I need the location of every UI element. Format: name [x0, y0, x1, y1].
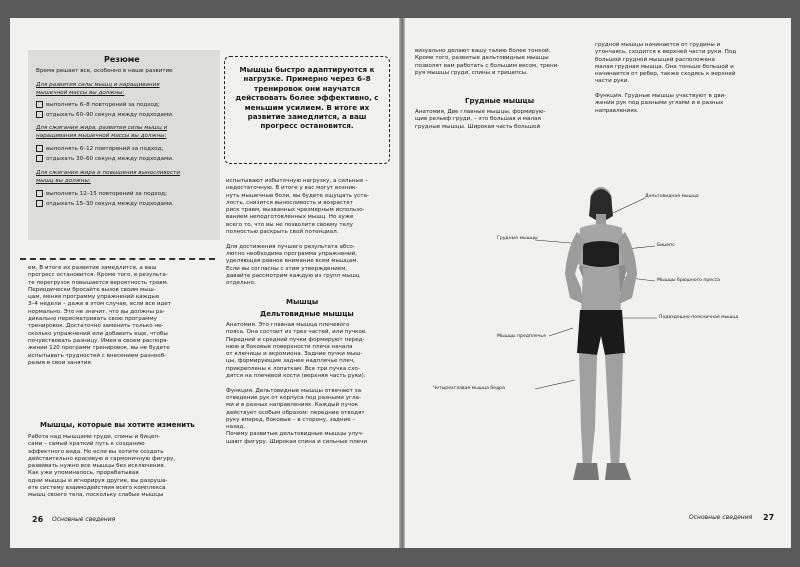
- checkbox-icon: [36, 190, 43, 197]
- summary-line: Для развития силы мышц и наращивания: [36, 82, 160, 88]
- page-number-left: 26: [32, 515, 44, 524]
- summary-line: наращивания мышечной массы вы должны:: [36, 133, 167, 139]
- heading-muscles: Мышцы: [286, 298, 319, 306]
- label-deltoid: Дельтовидная мышца: [645, 194, 699, 199]
- woman-figure: [565, 187, 637, 480]
- summary-checkbox-line: отдыхать 30–60 секунд между подходами.: [36, 155, 174, 163]
- summary-checkbox-line: выполнять 6–12 повторений за подход;: [36, 145, 163, 153]
- checkbox-icon: [36, 155, 43, 162]
- callout-box: Мышцы быстро адаптируются к нагрузке. Примерно через 6–8 тренировок они научатся действовать более эффективно, с меньшим усилием. В итоге их развитие замедлится, а ваш прогресс остановится.: [224, 56, 390, 164]
- right-page-col-a: визуально делают вашу талию более тонкой. Кроме того, развитые дельтовидные мышцы позволят вам работать с большим весом, трени- руя мышцы груди, спины и трицепсы.: [415, 48, 560, 76]
- summary-line: мышц вы должны:: [36, 178, 91, 184]
- checkbox-icon: [36, 145, 43, 152]
- left-column-text: ем. В итоге их развитие замедлится, а ваш прогресс остановится. Кроме того, в результа- те перегрузок повышается вероятность травм. Периодически бросайте вызов своим мыш- цам, меняя программу упражнений каждые 3–4 недели – даже в этом случае, если все идет нормально. Это не значит, что вы должны ра- дикально пересматривать свою программу тренировок. Достаточно заменить только не- сколько упражнений или добавить еще, чтобы почувствовать разницу. Имея в своем распоря- жении 120 программ тренировок, вы не будете испытывать трудностей с внесением разнооб- разия в свои занятия.: [28, 265, 172, 366]
- footer-right: Основные сведения: [689, 514, 753, 521]
- summary-line: Для сжигания жира и повышения выносливости: [36, 170, 181, 176]
- summary-title: Резюме: [104, 55, 140, 64]
- summary-checkbox-line: выполнять 6–8 повторений за подход;: [36, 101, 160, 109]
- summary-checkbox-line: отдыхать 15–30 секунд между подходами.: [36, 200, 174, 208]
- right-page-col-b: грудной мышцы начинается от грудины и утончаясь, сходится к верхней части руки. Под большой грудной мышцей расположена малая грудная мышца. Она тоньше большой и начинается от ребер, также сходясь к верхней части руки. Функция. Грудные мышцы участвуют в дви- жении рук под разными углами и в разных направлениях.: [595, 42, 737, 114]
- right-column-text-2: Анатомия. Это главная мышца плечевого пояса. Она состоит из трех частей, или пучков. Передний и средний пучки формируют перед- нюю и боковые поверхности плеча начала от ключицы и акромиона. Задние пучки мыш- цы, формирующие заднее надплечье плеч, прикреплены к лопаткам. Все три пучка схо- дятся на плечевой кости (верхняя часть руки). Функция. Дельтовидные мышцы отвечают за отведение рук от корпуса под разными угла- ми и в разных направлениях. Каждый пучок действует особым образом: передние отводят руку вперед, боковые – в сторону, задние – назад. Почему развитые дельтовидные мышцы улуч- шают фигуру. Широкая спина и сильные плечи: [226, 322, 368, 445]
- left-column-text-2: Работа над мышцами груди, спины и бицеп- сами – самый краткий путь к созданию эффектного вида. Но если вы хотите создать действительно красивую и гармоничную фигуру, развивать нужно все мышцы без исключения. Как уже упоминалось, прорабатывая одни мышцы и игнорируя другие, вы разруша- ете систему взаимодействия всего комплекса мышц своего тела, поскольку слабые мышцы: [28, 434, 176, 499]
- page-number-right: 27: [763, 513, 775, 522]
- summary-line: мышечной массы вы должны:: [36, 90, 125, 96]
- anatomy-figure: [405, 18, 791, 548]
- label-biceps: Бицепс: [657, 243, 675, 248]
- summary-line: Для сжигания жира, развития силы мышц и: [36, 125, 168, 131]
- heading-muscles-change: Мышцы, которые вы хотите изменить: [40, 421, 195, 429]
- label-forearm: Мышцы предплечья: [497, 334, 546, 339]
- summary-checkbox-line: выполнять 12–15 повторений за подход;: [36, 190, 167, 198]
- heading-deltoid: Дельтовидные мышцы: [260, 310, 354, 318]
- label-quad: Четырехглавая мышца бедра: [433, 386, 505, 391]
- right-column-text: испытывают избыточную нагрузку, а сильные – недостаточную. В итоге у вас могут возник- нуть мышечные боли, вы будете ощущать уста- лость, снизится выносливость и возрастет риск травм, вызванных чрезмерным использо- ванием неподготовленных мышц. Но хуже всего то, что вы не позволите своему телу полностью раскрыть свой потенциал. Для достижения лучшего результата абсо- лютно необходима программа упражнений, уделяющая равное внимание всем мышцам. Если вы согласны с этим утверждением, давайте рассмотрим каждую из групп мышц отдельно.: [226, 178, 369, 287]
- summary-box: [28, 50, 220, 240]
- right-page: [405, 18, 791, 548]
- checkbox-icon: [36, 200, 43, 207]
- right-page-col-a2: Анатомия. Две главные мышцы, формирую- щие рельеф груди, – это большая и малая грудные мышцы. Широкая часть большой: [415, 109, 546, 130]
- dashed-divider: [20, 258, 215, 260]
- label-chest: Грудные мышцы: [497, 236, 538, 241]
- summary-checkbox-line: отдыхать 60–90 секунд между подходами.: [36, 111, 174, 119]
- checkbox-icon: [36, 111, 43, 118]
- label-oblique: Подвздошно-поясничная мышца: [659, 315, 739, 320]
- summary-line: Время решает все, особенно в наше развитие: [36, 68, 173, 74]
- left-page: [10, 18, 399, 548]
- footer-left: Основные сведения: [52, 516, 116, 523]
- label-abs: Мышцы брюшного пресса: [657, 278, 720, 283]
- checkbox-icon: [36, 101, 43, 108]
- heading-chest: Грудные мышцы: [465, 97, 535, 105]
